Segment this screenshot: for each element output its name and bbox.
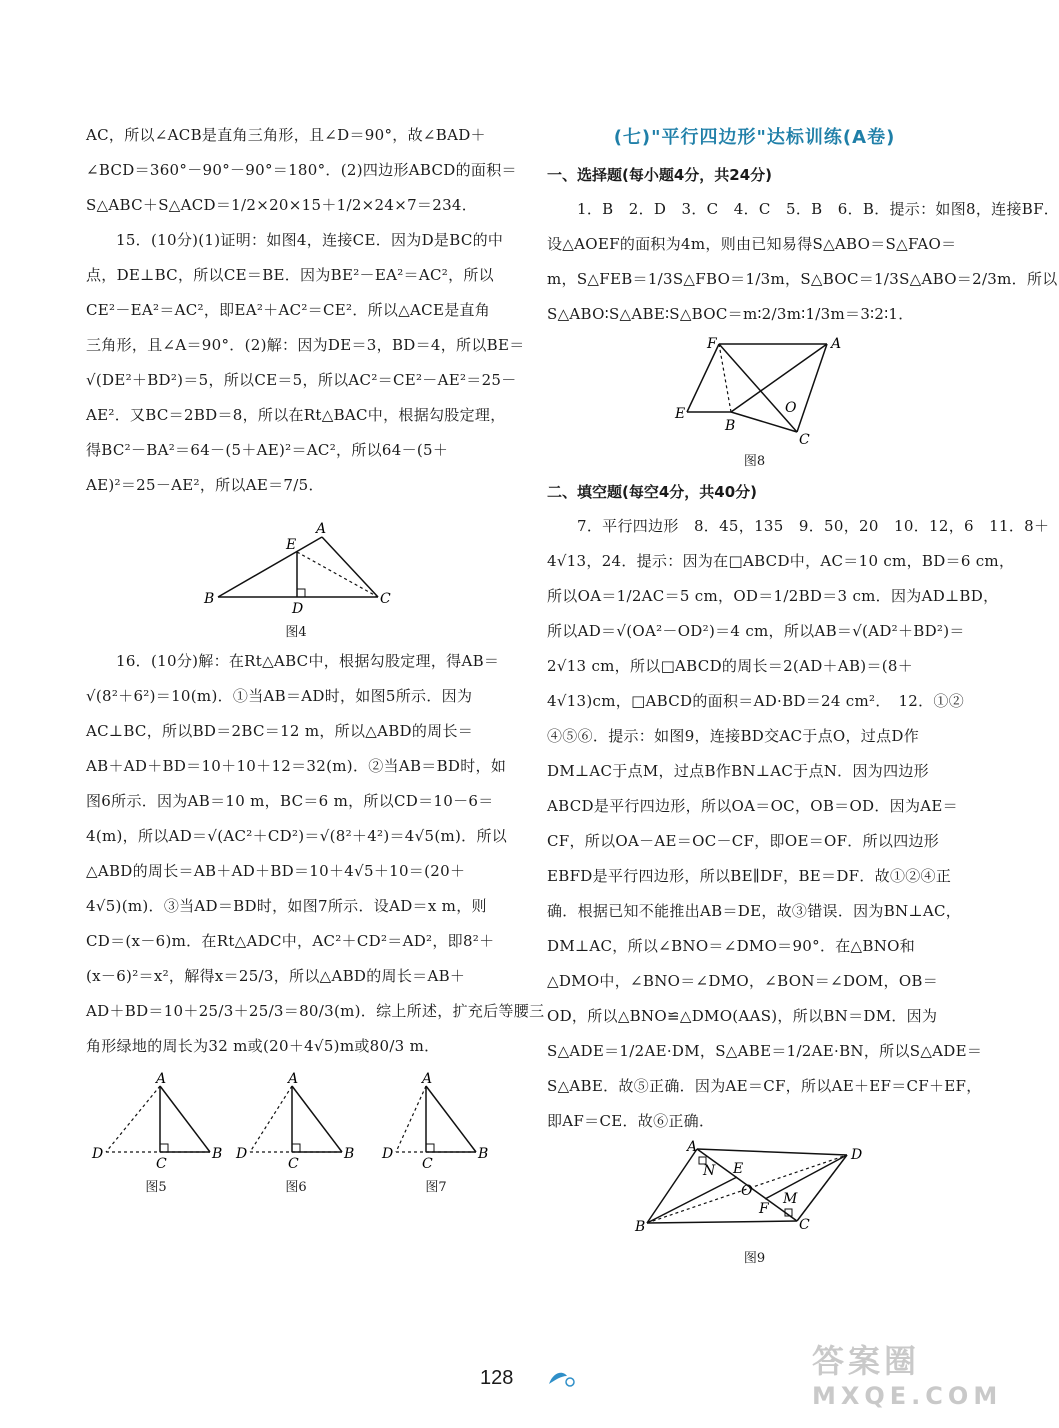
figure-9 xyxy=(547,1139,962,1266)
text-line: S△ADE＝1/2AE·DM，S△ABE＝1/2AE·BN，所以S△ADE＝ xyxy=(547,1042,983,1060)
text-line: ∠BCD＝360°－90°－90°＝180°．(2)四边形ABCD的面积＝ xyxy=(86,161,517,179)
watermark xyxy=(812,1336,1003,1421)
text-line: △DMO中，∠BNO＝∠DMO，∠BON＝∠DOM，OB＝ xyxy=(547,972,939,990)
figure-7 xyxy=(366,1072,506,1195)
svg-text:M: M xyxy=(783,1191,798,1207)
text-line: 4√13，24．提示：因为在□ABCD中，AC＝10 cm，BD＝6 cm， xyxy=(547,552,1015,570)
page-number: 128 xyxy=(480,1367,514,1389)
text-line: √(8²＋6²)＝10(m)．①当AB＝AD时，如图5所示．因为 xyxy=(86,687,473,705)
text-line: 三角形，且∠A＝90°．(2)解：因为DE＝3，BD＝4，所以BE＝ xyxy=(86,336,525,354)
svg-text:D: D xyxy=(292,601,304,617)
left-column xyxy=(86,118,545,1195)
figure-5-label: 图5 xyxy=(145,1180,167,1195)
figure-4-diagram xyxy=(86,507,506,617)
svg-text:B: B xyxy=(725,418,736,434)
text-line: EBFD是平行四边形，所以BE∥DF，BE＝DF．故①②④正 xyxy=(547,867,952,885)
svg-text:B: B xyxy=(478,1146,489,1162)
text-line: CE²－EA²＝AC²，即EA²＋AC²＝CE²．所以△ACE是直角 xyxy=(86,301,491,319)
svg-text:D: D xyxy=(851,1147,863,1163)
svg-text:B: B xyxy=(344,1146,355,1162)
text-line: 确．根据已知不能推出AB＝DE，故③错误．因为BN⊥AC， xyxy=(547,902,962,920)
text-line: 15．(10分)(1)证明：如图4，连接CE．因为D是BC的中 xyxy=(116,231,504,249)
text-line: 所以AD＝√(OA²－OD²)＝4 cm，所以AB＝√(AD²＋BD²)＝ xyxy=(547,622,965,640)
text-line: 设△AOEF的面积为4m，则由已知易得S△ABO＝S△FAO＝ xyxy=(547,235,957,253)
svg-text:C: C xyxy=(156,1156,167,1172)
figure-9-label: 图9 xyxy=(743,1251,766,1266)
text-line: S△ABE．故⑤正确．因为AE＝CF，所以AE＋EF＝CF＋EF， xyxy=(547,1077,982,1095)
svg-text:O: O xyxy=(741,1183,753,1199)
figure-6-diagram xyxy=(226,1072,366,1172)
svg-text:A: A xyxy=(156,1071,167,1087)
text-line: OD，所以△BNO≌△DMO(AAS)，所以BN＝DM．因为 xyxy=(547,1007,938,1025)
svg-text:N: N xyxy=(703,1163,716,1179)
svg-text:D: D xyxy=(236,1146,248,1162)
figure-5 xyxy=(86,1072,226,1195)
watermark-top: 答案圈 xyxy=(812,1342,921,1380)
text-line: 7．平行四边形 8．45，135 9．50，20 10．12，6 11．8＋ xyxy=(577,517,1050,535)
text-line: DM⊥AC，所以∠BNO＝∠DMO＝90°．在△BNO和 xyxy=(547,937,916,955)
text-line: 1．B 2．D 3．C 4．C 5．B 6．B．提示：如图8，连接BF． xyxy=(577,200,1059,218)
svg-text:F: F xyxy=(759,1201,769,1217)
svg-text:D: D xyxy=(92,1146,104,1162)
text-line: AE²．又BC＝2BD＝8，所以在Rt△BAC中，根据勾股定理， xyxy=(86,406,506,424)
text-line: CF，所以OA－AE＝OC－CF，即OE＝OF．所以四边形 xyxy=(547,832,940,850)
svg-text:F: F xyxy=(707,336,717,352)
svg-text:B: B xyxy=(212,1146,223,1162)
text-line: 所以OA＝1/2AC＝5 cm，OD＝1/2BD＝3 cm．因为AD⊥BD， xyxy=(547,587,999,605)
text-line: AB＋AD＋BD＝10＋10＋12＝32(m)．②当AB＝BD时，如 xyxy=(86,757,507,775)
text-line: 4√13)cm，□ABCD的面积＝AD·BD＝24 cm²． 12．①② xyxy=(547,692,965,710)
figure-9-diagram xyxy=(547,1139,962,1243)
text-line: DM⊥AC于点M，过点B作BN⊥AC于点N．因为四边形 xyxy=(547,762,929,780)
figure-4 xyxy=(86,507,506,640)
svg-text:C: C xyxy=(380,591,391,607)
svg-text:A: A xyxy=(422,1071,433,1087)
leaf-icon xyxy=(545,1366,577,1394)
svg-text:D: D xyxy=(382,1146,394,1162)
section-heading-choice: 一、选择题(每小题4分，共24分) xyxy=(547,166,773,184)
watermark-bottom: MXQE.COM xyxy=(812,1382,1003,1410)
svg-text:A: A xyxy=(687,1139,698,1155)
svg-text:E: E xyxy=(675,406,686,422)
text-line: △ABD的周长＝AB＋AD＋BD＝10＋4√5＋10＝(20＋ xyxy=(86,862,466,880)
text-line: 图6所示．因为AB＝10 m，BC＝6 m，所以CD＝10－6＝ xyxy=(86,792,494,810)
text-line: m，S△FEB＝1/3S△FBO＝1/3m，S△BOC＝1/3S△ABO＝2/3m．所以 xyxy=(547,270,1058,288)
svg-text:A: A xyxy=(831,336,842,352)
text-line: 即AF＝CE．故⑥正确． xyxy=(547,1112,715,1130)
svg-text:A: A xyxy=(288,1071,299,1087)
figures-5-6-7 xyxy=(86,1072,506,1195)
svg-text:B: B xyxy=(204,591,215,607)
figure-7-label: 图7 xyxy=(425,1180,447,1195)
text-line: CD＝(x－6)m．在Rt△ADC中，AC²＋CD²＝AD²，即8²＋ xyxy=(86,932,495,950)
svg-text:B: B xyxy=(635,1219,646,1235)
text-line: 4(m)，所以AD＝√(AC²＋CD²)＝√(8²＋4²)＝4√5(m)．所以 xyxy=(86,827,508,845)
svg-text:C: C xyxy=(799,1217,810,1233)
text-line: 4√5)(m)．③当AD＝BD时，如图7所示．设AD＝x m，则 xyxy=(86,897,487,915)
section-main-title: (七)"平行四边形"达标训练(A卷) xyxy=(613,127,896,148)
text-line: ABCD是平行四边形，所以OA＝OC，OB＝OD．因为AE＝ xyxy=(547,797,958,815)
text-line: 得BC²－BA²＝64－(5＋AE)²＝AC²，所以64－(5＋ xyxy=(86,441,449,459)
svg-text:C: C xyxy=(799,432,810,448)
figure-8-label: 图8 xyxy=(743,454,766,469)
svg-text:C: C xyxy=(288,1156,299,1172)
text-line: 2√13 cm，所以□ABCD的周长＝2(AD＋AB)＝(8＋ xyxy=(547,657,914,675)
text-line: 16．(10分)解：在Rt△ABC中，根据勾股定理，得AB＝ xyxy=(116,652,500,670)
svg-text:O: O xyxy=(785,400,797,416)
figure-6-label: 图6 xyxy=(285,1180,307,1195)
figure-7-diagram xyxy=(366,1072,506,1172)
svg-text:C: C xyxy=(422,1156,433,1172)
text-line: ④⑤⑥．提示：如图9，连接BD交AC于点O，过点D作 xyxy=(547,727,920,745)
text-line: (x－6)²＝x²，解得x＝25/3，所以△ABD的周长＝AB＋ xyxy=(86,967,466,985)
text-line: AC⊥BC，所以BD＝2BC＝12 m，所以△ABD的周长＝ xyxy=(86,722,474,740)
right-column xyxy=(547,118,1059,1270)
text-line: AD＋BD＝10＋25/3＋25/3＝80/3(m)．综上所述，扩充后等腰三 xyxy=(86,1002,545,1020)
text-line: S△ABC＋S△ACD＝1/2×20×15＋1/2×24×7＝234． xyxy=(86,196,478,214)
section-heading-fill: 二、填空题(每空4分，共40分) xyxy=(547,483,758,501)
svg-text:E: E xyxy=(286,537,297,553)
left-text-block-2 xyxy=(86,644,545,1064)
figure-8-diagram xyxy=(547,336,962,446)
left-text-block-1 xyxy=(86,118,525,503)
text-line: S△ABO∶S△ABE∶S△BOC＝m∶2/3m∶1/3m＝3∶2∶1． xyxy=(547,305,914,323)
text-line: AC，所以∠ACB是直角三角形，且∠D＝90°，故∠BAD＋ xyxy=(86,126,486,144)
text-line: √(DE²＋BD²)＝5，所以CE＝5，所以AC²＝CE²－AE²＝25－ xyxy=(86,371,517,389)
svg-text:A: A xyxy=(316,521,327,537)
text-line: 点，DE⊥BC，所以CE＝BE．因为BE²－EA²＝AC²，所以 xyxy=(86,266,494,284)
figure-5-diagram xyxy=(86,1072,226,1172)
figure-6 xyxy=(226,1072,366,1195)
text-line: AE)²＝25－AE²，所以AE＝7/5． xyxy=(86,476,324,494)
svg-text:E: E xyxy=(733,1161,744,1177)
figure-4-label: 图4 xyxy=(285,625,307,640)
text-line: 角形绿地的周长为32 m或(20＋4√5)m或80/3 m． xyxy=(86,1037,440,1055)
figure-8 xyxy=(547,336,962,469)
